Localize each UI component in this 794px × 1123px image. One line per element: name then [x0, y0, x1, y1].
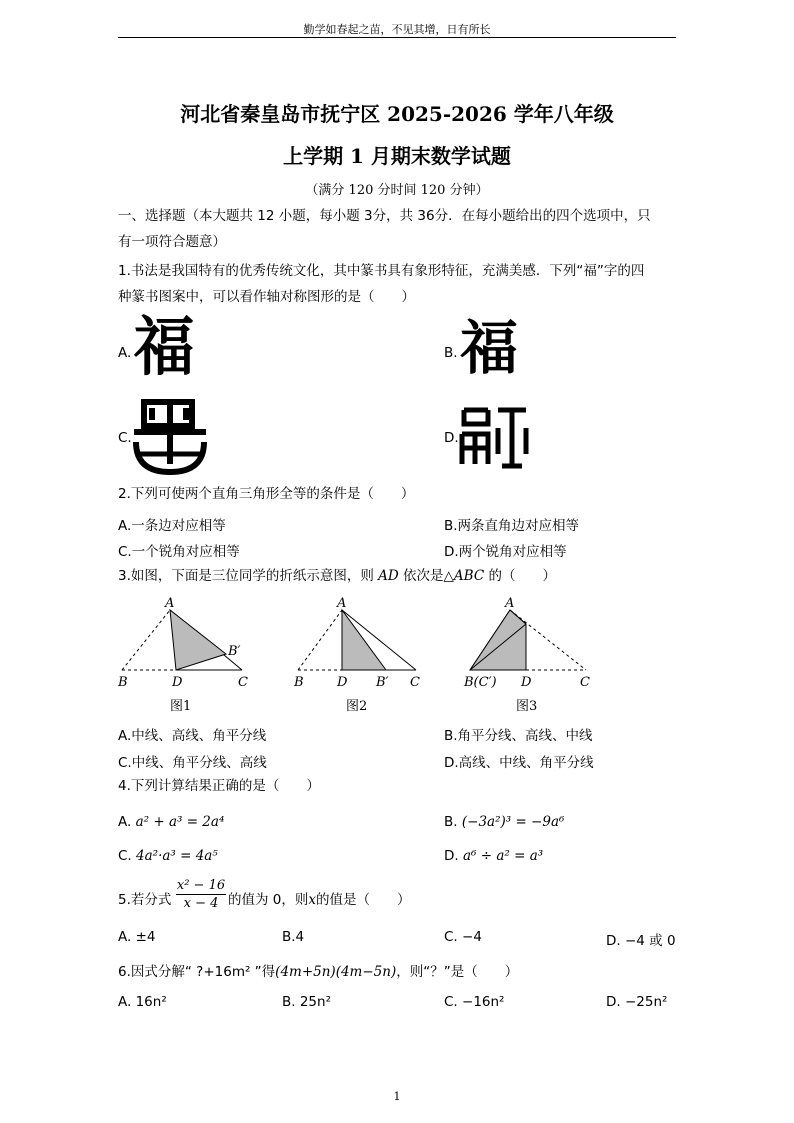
q1-option-b-label: B. — [444, 345, 458, 361]
q2-option-b: B.两条直角边对应相等 — [444, 518, 580, 534]
q4-option-c — [118, 848, 218, 864]
section-1-heading — [118, 203, 678, 255]
q3-option-b: B.角平分线、高线、中线 — [444, 728, 593, 744]
section-1-line-1: 一、选择题（本大题共 12 小题，每小题 3分，共 36分．在每小题给出的四个选项中，只 — [118, 208, 651, 224]
subtitle: （满分 120 分时间 120 分钟） — [305, 183, 489, 198]
q1-option-a-glyph: 福 — [133, 310, 195, 385]
q3-figures — [110, 592, 610, 714]
q2-option-a: A.一条边对应相等 — [118, 518, 226, 534]
q5-post2: 的值是（ ） — [316, 892, 411, 908]
q6-option-d: D. −25n² — [606, 994, 668, 1010]
q5-fraction — [176, 878, 226, 911]
q1-line-2: 种篆书图案中，可以看作轴对称图形的是（ ） — [118, 289, 415, 305]
q5-pre: 5.若分式 — [118, 892, 172, 908]
q5-option-d: D. −4 或 0 — [606, 933, 676, 949]
figure-3 — [463, 596, 590, 714]
q2-option-d: D.两个锐角对应相等 — [444, 544, 567, 560]
q4-option-a — [118, 814, 224, 830]
q1-option-d-glyph — [458, 404, 530, 470]
q5-post-text: 的值为 0，则 — [228, 892, 309, 908]
q6-expr: (4m+5n)(4m−5n) — [275, 964, 397, 980]
fig3-label-a: A — [505, 596, 515, 611]
fig1-label-c: C — [238, 675, 248, 690]
q3-option-d: D.高线、中线、角平分线 — [444, 755, 594, 771]
q5-denominator: x − 4 — [183, 896, 219, 911]
fig3-label-c: C — [580, 675, 590, 690]
q4-option-d — [444, 848, 543, 864]
fig2-label-d: D — [337, 675, 348, 690]
fig1-label-d: D — [172, 675, 183, 690]
q4-option-c-label: C. — [118, 848, 132, 864]
q5-option-b: B.4 — [282, 929, 305, 945]
q4-option-b-math: (−3a²)³ = −9a⁶ — [461, 814, 565, 830]
fig3-label-d: D — [521, 675, 532, 690]
page-number: 1 — [393, 1090, 401, 1103]
q3-stem-mid: 依次是 — [398, 568, 444, 584]
q1-option-c-glyph — [130, 398, 210, 476]
header-rule — [118, 37, 676, 38]
title-line-2: 上学期 1 月期末数学试题 — [283, 144, 511, 168]
q3-stem — [118, 563, 678, 589]
q1-option-a-label: A. — [118, 345, 132, 361]
q5-numerator: x² − 16 — [176, 878, 226, 893]
q4-option-d-math: a⁶ ÷ a² = a³ — [462, 848, 544, 864]
fig3-label-bc: B(C′) — [464, 675, 497, 690]
q6-option-b: B. 25n² — [282, 994, 331, 1010]
q5-option-a: A. ±4 — [118, 929, 156, 945]
fig1-label-bp: B′ — [228, 644, 241, 659]
fig1-caption: 图1 — [170, 699, 192, 714]
q3-stem-abc: △ABC — [443, 568, 485, 584]
q6-option-a: A. 16n² — [118, 994, 167, 1010]
q5-post — [228, 888, 411, 908]
q3-option-c: C.中线、角平分线、高线 — [118, 755, 267, 771]
q4-stem: 4.下列计算结果正确的是（ ） — [118, 778, 320, 794]
fig3-caption: 图3 — [516, 699, 538, 714]
fig2-caption: 图2 — [346, 699, 368, 714]
page-header: 勤学如春起之苗，不见其增，日有所长 — [303, 23, 491, 36]
q1-stem — [118, 258, 678, 310]
q4-option-d-label: D. — [444, 848, 459, 864]
q1-option-c-label: C. — [118, 430, 132, 446]
q4-option-b — [444, 814, 564, 830]
q4-option-c-math: 4a²·a³ = 4a⁵ — [136, 848, 218, 864]
q1-line-1: 1.书法是我国特有的优秀传统文化，其中篆书具有象形特征，充满美感．下列“福”字的四 — [118, 263, 645, 279]
fig1-label-b: B — [118, 675, 128, 690]
q5-var: x — [308, 892, 317, 908]
q4-option-a-math: a² + a³ = 2a⁴ — [135, 814, 225, 830]
q5-option-c: C. −4 — [444, 929, 482, 945]
fig1-label-a: A — [165, 596, 175, 611]
q1-option-d-label: D. — [444, 430, 459, 446]
fig2-label-bp: B′ — [376, 675, 389, 690]
q2-option-c: C.一个锐角对应相等 — [118, 544, 240, 560]
q6-post: ，则“？”是（ ） — [396, 964, 519, 980]
q2-stem: 2.下列可使两个直角三角形全等的条件是（ ） — [118, 486, 415, 502]
q3-option-a: A.中线、高线、角平分线 — [118, 728, 267, 744]
fig2-label-c: C — [410, 675, 420, 690]
q3-stem-ad: AD — [378, 568, 399, 584]
q4-option-b-label: B. — [444, 814, 458, 830]
q6-stem — [118, 960, 518, 980]
figure-2 — [293, 596, 420, 714]
figure-1 — [117, 596, 248, 714]
section-1-line-2: 有一项符合题意） — [118, 234, 226, 250]
q3-stem-post: 的（ ） — [484, 568, 556, 584]
q1-option-b-glyph: 福 — [460, 314, 519, 382]
title-line-1: 河北省秦皇岛市抚宁区 2025-2026 学年八年级 — [180, 102, 614, 126]
q4-option-a-label: A. — [118, 814, 132, 830]
q6-pre: 6.因式分解“ ?+16m² ”得 — [118, 964, 276, 980]
q6-option-c: C. −16n² — [444, 994, 505, 1010]
fig2-label-b: B — [294, 675, 304, 690]
q3-stem-pre: 3.如图，下面是三位同学的折纸示意图，则 — [118, 568, 379, 584]
fig2-label-a: A — [337, 596, 347, 611]
